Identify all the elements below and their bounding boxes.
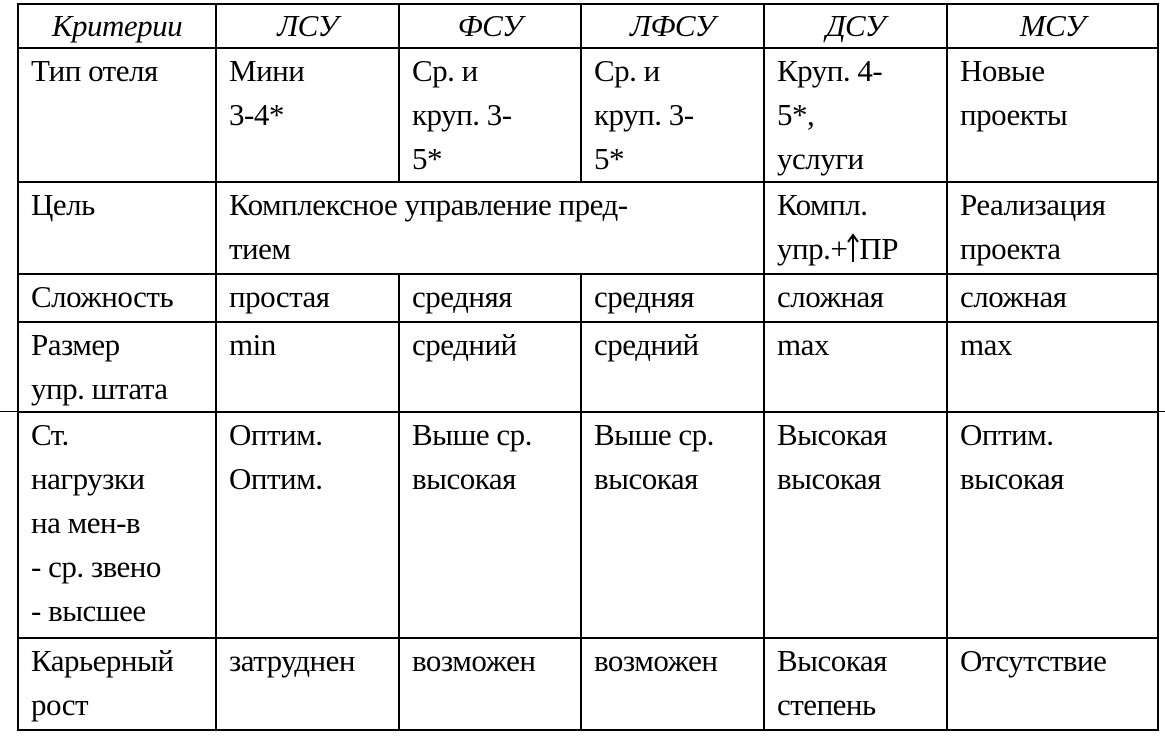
header-msu: МСУ [947,4,1158,48]
header-criteria: Критерии [18,4,216,48]
table-cell: средний [399,322,581,412]
header-fsu: ФСУ [399,4,581,48]
up-arrow-icon [847,233,859,263]
table-cell: Круп. 4- 5*, услуги [764,48,947,182]
table-cell: затруднен [216,638,399,730]
table-cell: Оптим. высокая [947,412,1158,638]
table-cell: Оптим. Оптим. [216,412,399,638]
table-cell: возможен [399,638,581,730]
header-dsu: ДСУ [764,4,947,48]
table-row-complexity [18,274,1158,322]
table-cell: Выше ср. высокая [399,412,581,638]
row-label: Карьерный рост [18,638,216,730]
table-cell: Выше ср. высокая [581,412,764,638]
header-row [18,4,1158,48]
table-cell: средняя [399,274,581,322]
cell-text: Компл. упр.+ [777,187,868,266]
table-cell-merged: Комплексное управление пред- тием [216,182,764,274]
row-label: Цель [18,182,216,274]
table-cell: max [764,322,947,412]
header-lsu: ЛСУ [216,4,399,48]
table-cell: средняя [581,274,764,322]
table-cell: min [216,322,399,412]
row-label: Размер упр. штата [18,322,216,412]
header-lfsu: ЛФСУ [581,4,764,48]
table-cell: простая [216,274,399,322]
table-cell: Мини 3-4* [216,48,399,182]
row-label: Ст. нагрузки на мен-в - ср. звено - высшее [18,412,216,638]
table-cell: max [947,322,1158,412]
table-cell: Новые проекты [947,48,1158,182]
row-label: Тип отеля [18,48,216,182]
table-row-staff-size [18,322,1158,412]
table-row-hotel-type [18,48,1158,182]
table-cell: Ср. и круп. 3- 5* [399,48,581,182]
table-cell [764,182,947,274]
criteria-table [17,3,1159,731]
table-row-workload [18,412,1158,638]
table-cell: Ср. и круп. 3- 5* [581,48,764,182]
table-cell: сложная [947,274,1158,322]
table-cell: средний [581,322,764,412]
table-cell: Высокая высокая [764,412,947,638]
table-cell: Реализация проекта [947,182,1158,274]
table-cell: сложная [764,274,947,322]
table-cell: Отсутствие [947,638,1158,730]
cell-text: ПР [859,231,898,266]
table-row-career [18,638,1158,730]
row-label: Сложность [18,274,216,322]
table-row-goal [18,182,1158,274]
table-cell: Высокая степень [764,638,947,730]
table-cell: возможен [581,638,764,730]
